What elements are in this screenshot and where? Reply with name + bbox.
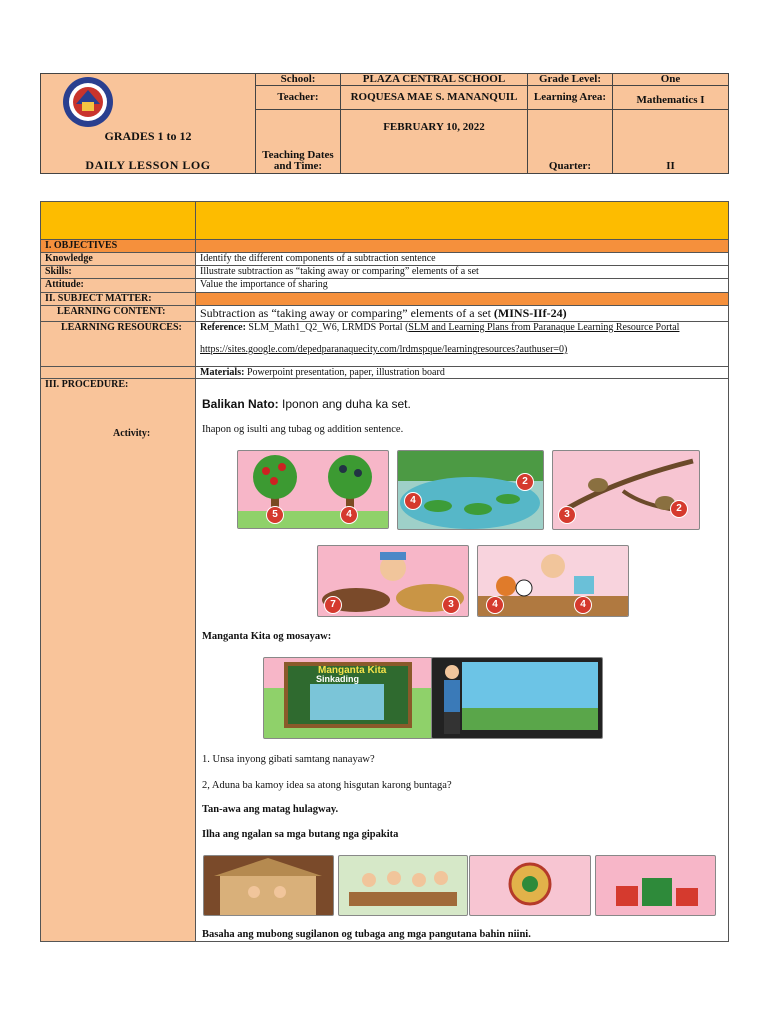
header-table <box>40 73 729 174</box>
procedure-cell <box>41 379 196 942</box>
content-code: (MINS-IIf-24) <box>493 306 567 320</box>
area-value: Mathematics I <box>613 86 729 110</box>
video-subtitle: Sinkading <box>316 674 360 684</box>
count-badge: 3 <box>442 596 460 614</box>
nativity-image <box>203 855 334 916</box>
tanawa-text: Tan-awa ang matag hulagway. <box>202 804 339 815</box>
balikan-label: Balikan Nato: <box>202 397 279 411</box>
gifts-image <box>595 855 716 916</box>
grade-label: Grade Level: <box>528 74 613 86</box>
school-label: School: <box>256 74 341 86</box>
objectives-heading: I. OBJECTIVES <box>41 240 196 253</box>
reference-value: SLM_Math1_Q2_W6, LRMDS Portal ( <box>248 322 409 333</box>
area-label: Learning Area: <box>528 86 613 110</box>
count-badge: 3 <box>558 506 576 524</box>
reference-label: Reference: <box>200 322 246 333</box>
manganta-text: Manganta Kita og mosayaw: <box>202 631 332 642</box>
materials-value: Powerpoint presentation, paper, illustration board <box>246 367 445 378</box>
attitude-label: Attitude: <box>41 279 196 293</box>
balikan-line <box>202 397 411 411</box>
gift-boxes-icon <box>596 856 715 915</box>
question-2: 2, Aduna ba kamoy idea sa atong hisgutan karong buntaga? <box>202 780 452 791</box>
content-cell <box>196 306 729 322</box>
reference-link[interactable]: SLM and Learning Plans from Paranaque Learning Resource Portal <box>408 322 680 333</box>
school-value: PLAZA CENTRAL SCHOOL <box>341 74 528 86</box>
quarter-value: II <box>613 110 729 174</box>
materials-label: Materials: <box>200 367 245 378</box>
count-badge: 4 <box>574 596 592 614</box>
subject-matter-heading: II. SUBJECT MATTER: <box>41 293 196 306</box>
parol-lantern-icon <box>470 856 590 915</box>
teacher-label: Teacher: <box>256 86 341 110</box>
teacher-value: ROQUESA MAE S. MANANQUIL <box>341 86 528 110</box>
balikan-text: Iponon ang duha ka set. <box>282 397 411 411</box>
count-badge: 2 <box>670 500 688 518</box>
gold-right-cell <box>196 202 729 240</box>
count-badge: 4 <box>340 506 358 524</box>
skills-value: Illustrate subtraction as “taking away or comparing” elements of a set <box>196 266 729 279</box>
gold-left-cell <box>41 202 196 240</box>
title-line-2: DAILY LESSON LOG <box>85 158 211 172</box>
title-line-1: GRADES 1 to 12 <box>104 129 192 143</box>
tv-screen-icon <box>432 658 602 738</box>
content-value: Subtraction as “taking away or comparing” elements of a set <box>200 306 491 320</box>
procedure-heading: III. PROCEDURE: <box>45 379 129 390</box>
count-badge: 4 <box>486 596 504 614</box>
ilha-text: Ilha ang ngalan sa mga butang nga gipakita <box>202 829 399 840</box>
quarter-label: Quarter: <box>528 110 613 174</box>
objectives-value-cell <box>196 240 729 253</box>
skills-label: Skills: <box>41 266 196 279</box>
nativity-icon <box>204 856 333 915</box>
content-label: LEARNING CONTENT: <box>41 306 196 322</box>
deped-seal-icon <box>62 76 114 128</box>
subject-matter-value-cell <box>196 293 729 306</box>
count-badge: 7 <box>324 596 342 614</box>
resources-cell <box>196 322 729 367</box>
instruction-text: Ihapon og isulti ang tubag og addition sentence. <box>202 424 404 435</box>
count-badge: 5 <box>266 506 284 524</box>
video-title: Manganta Kita <box>318 665 387 676</box>
family-icon <box>339 856 467 915</box>
knowledge-label: Knowledge <box>41 253 196 266</box>
attitude-value: Value the importance of sharing <box>196 279 729 293</box>
song-video-thumbnail[interactable] <box>263 657 433 739</box>
dates-value: FEBRUARY 10, 2022 <box>341 110 528 174</box>
header-title-cell <box>41 74 256 174</box>
teacher-video-thumbnail[interactable] <box>431 657 603 739</box>
basaha-text: Basaha ang mubong sugilanon og tubaga ang mga pangutana bahin niini. <box>202 929 531 940</box>
materials-label-cell <box>41 367 196 379</box>
resource-url[interactable]: https://sites.google.com/depedparanaquecity.com/lrdmspque/learningresources?authuser=0) <box>200 344 568 355</box>
count-badge: 2 <box>516 473 534 491</box>
knowledge-value: Identify the different components of a subtraction sentence <box>196 253 729 266</box>
question-1: 1. Unsa inyong gibati samtang nanayaw? <box>202 754 375 765</box>
grade-value: One <box>613 74 729 86</box>
family-meal-image <box>338 855 468 916</box>
tree-illustration-icon <box>238 451 388 528</box>
trees-birds-image <box>237 450 389 529</box>
lantern-image <box>469 855 591 916</box>
activity-label: Activity: <box>113 428 151 439</box>
dates-label: Teaching Dates and Time: <box>256 110 341 174</box>
materials-cell <box>196 367 729 379</box>
resources-label: LEARNING RESOURCES: <box>41 322 196 367</box>
count-badge: 4 <box>404 492 422 510</box>
